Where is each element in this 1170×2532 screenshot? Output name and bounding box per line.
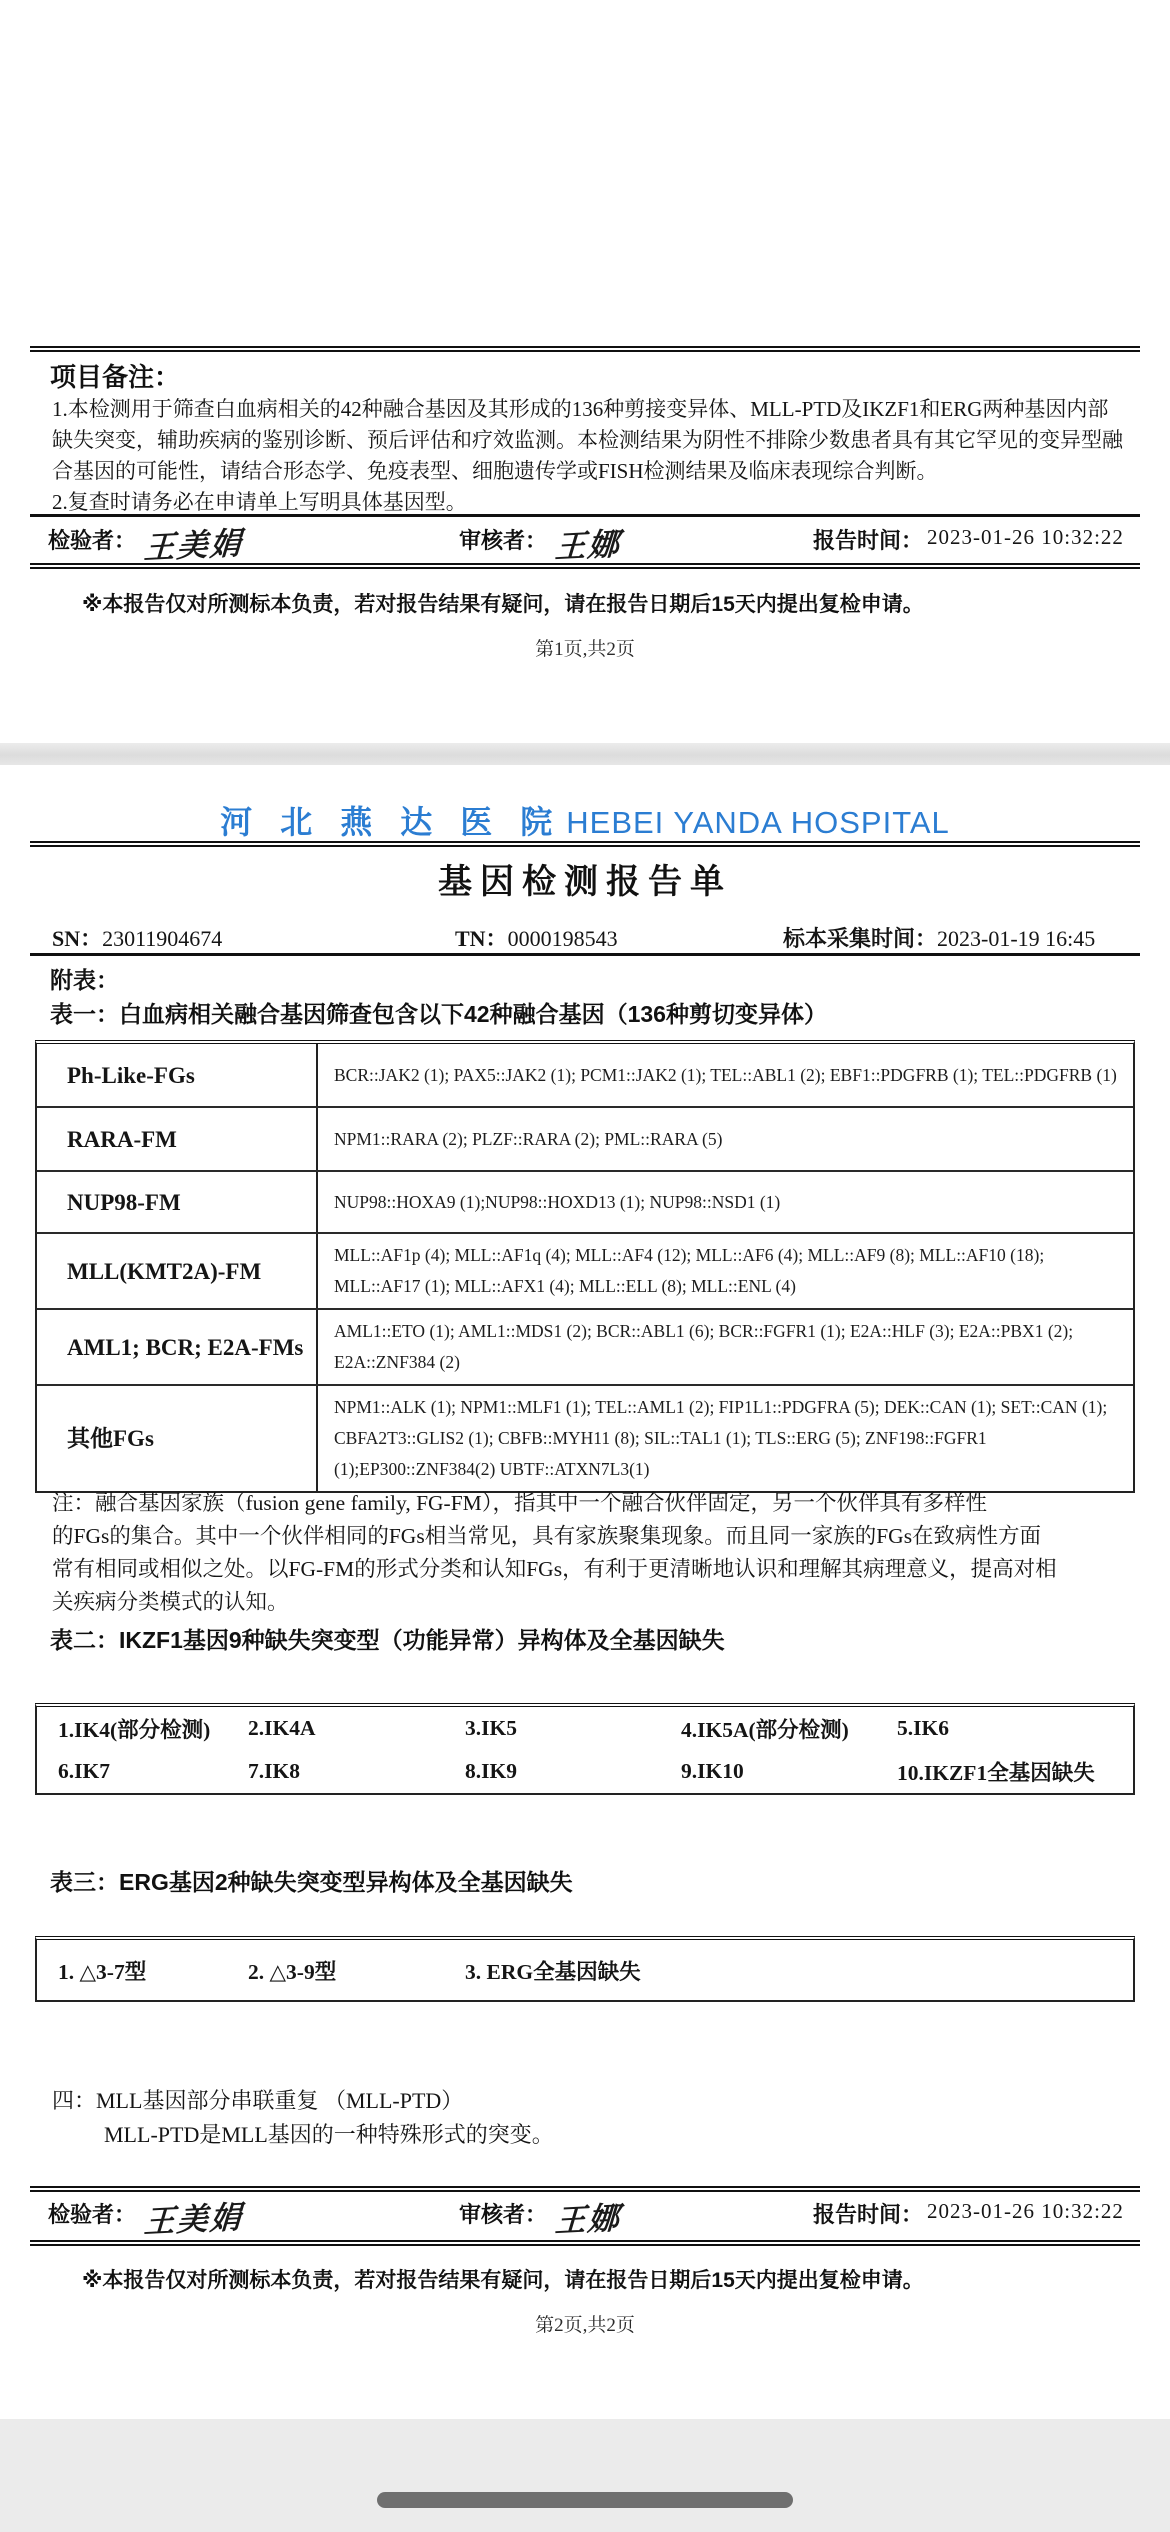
reviewer-label: 审核者： — [459, 2202, 548, 2227]
genes-cell: MLL::AF1p (4); MLL::AF1q (4); MLL::AF4 (12); MLL::AF6 (4); MLL::AF9 (8); MLL::AF10 (18); MLL::AF17 (1); MLL::AFX1 (4); MLL::ELL (8); MLL::ENL (4) — [334, 1245, 1045, 1296]
table-row — [37, 1707, 1133, 1750]
disclaimer-text: ※本报告仅对所测标本负责，若对报告结果有疑问，请在报告日期后15天内提出复检申请。 — [82, 2269, 924, 2292]
table-cell: 5.IK6 — [897, 1716, 949, 1740]
hospital-name-en: HEBEI YANDA HOSPITAL — [566, 805, 950, 840]
examiner-label: 检验者： — [48, 528, 137, 553]
table3-caption: 表三：ERG基因2种缺失突变型异构体及全基因缺失 — [50, 1869, 573, 1895]
genes-cell: NPM1::ALK (1); NPM1::MLF1 (1); TEL::AML1 (2); FIP1L1::PDGFRA (5); DEK::CAN (1); SET::CAN (1); CBFA2T3::GLIS2 (1); CBFB::MYH11 (8); SIL::TAL1 (1); TLS::ERG (5); ZNF198::FGFR1 (1);EP300::ZNF384(2) UBTF::ATXN7L3(1) — [334, 1397, 1108, 1479]
note-line: 的FGs的集合。其中一个伙伴相同的FGs相当常见，具有家族聚集现象。而且同一家族的FGs在致病性方面 — [52, 1524, 1042, 1548]
genes-cell: NPM1::RARA (2); PLZF::RARA (2); PML::RARA (5) — [334, 1128, 723, 1149]
section-top-rule — [30, 346, 1140, 352]
table-cell: 1.IK4(部分检测) — [58, 1718, 211, 1742]
appendix-label: 附表： — [50, 967, 119, 993]
note-line: 1.本检测用于筛查白血病相关的42种融合基因及其形成的136种剪接变异体、MLL-PTD及IKZF1和ERG两种基因内部 — [52, 397, 1109, 421]
ikzf1-table — [35, 1703, 1135, 1795]
examiner-signature: 王美娟 — [142, 525, 244, 567]
table-row — [37, 1044, 1133, 1106]
tn-value: 0000198543 — [507, 926, 618, 951]
table-cell: 4.IK5A(部分检测) — [681, 1718, 849, 1742]
page-number: 第1页,共2页 — [535, 639, 635, 660]
erg-table — [35, 1936, 1135, 2002]
note-line: 2.复查时请务必在申请单上写明具体基因型。 — [52, 490, 467, 514]
report-time-value: 2023-01-26 10:32:22 — [927, 525, 1124, 549]
meta-rule — [30, 953, 1140, 956]
section4-line: 四：MLL基因部分串联重复 （MLL-PTD） — [52, 2088, 464, 2113]
signature-row — [0, 524, 1170, 568]
note-line: 关疾病分类模式的认知。 — [52, 1590, 289, 1614]
page-number: 第2页,共2页 — [535, 2315, 635, 2336]
hospital-header — [0, 797, 1170, 843]
table-row — [37, 1232, 1133, 1308]
table-row — [37, 1170, 1133, 1232]
hospital-name-cn: 河 北 燕 达 医 院 — [220, 804, 563, 840]
reviewer-signature: 王娜 — [553, 526, 622, 566]
section4-line: MLL-PTD是MLL基因的一种特殊形式的突变。 — [104, 2122, 554, 2147]
table1-caption: 表一：白血病相关融合基因筛查包含以下42种融合基因（136种剪切变异体） — [50, 1001, 827, 1027]
header-rule — [30, 841, 1140, 847]
footer-bottom-rule — [30, 563, 1140, 569]
genes-cell: NUP98::HOXA9 (1);NUP98::HOXD13 (1); NUP98::NSD1 (1) — [334, 1191, 781, 1212]
report-page-1 — [0, 0, 1170, 743]
table-cell: 8.IK9 — [465, 1759, 517, 1783]
table-cell: 3.IK5 — [465, 1716, 517, 1740]
family-cell: 其他FGs — [37, 1386, 318, 1491]
family-cell: NUP98-FM — [37, 1172, 318, 1232]
collect-time-value: 2023-01-19 16:45 — [937, 926, 1096, 951]
genes-cell: AML1::ETO (1); AML1::MDS1 (2); BCR::ABL1 (6); BCR::FGFR1 (1); E2A::HLF (3); E2A::PBX1 (2); E2A::ZNF384 (2) — [334, 1321, 1074, 1372]
project-notes-body — [52, 394, 1140, 518]
table-cell: 9.IK10 — [681, 1759, 744, 1783]
family-cell: AML1; BCR; E2A-FMs — [37, 1310, 318, 1384]
genes-cell: BCR::JAK2 (1); PAX5::JAK2 (1); PCM1::JAK2 (1); TEL::ABL1 (2); EBF1::PDGFRB (1); TEL::PDGFRB (1) — [334, 1064, 1117, 1085]
signature-row — [0, 2198, 1170, 2242]
collect-time-label: 标本采集时间： — [783, 926, 938, 951]
footer-top-rule — [30, 2186, 1140, 2192]
family-cell: MLL(KMT2A)-FM — [37, 1234, 318, 1308]
note-line: 常有相同或相似之处。以FG-FM的形式分类和认知FGs，有利于更清晰地认识和理解其病理意义，提高对相 — [52, 1557, 1057, 1581]
table-row — [37, 1308, 1133, 1384]
fusion-gene-table — [35, 1040, 1135, 1493]
report-time-value: 2023-01-26 10:32:22 — [927, 2199, 1124, 2223]
note-line: 缺失突变，辅助疾病的鉴别诊断、预后评估和疗效监测。本检测结果为阴性不排除少数患者具有其它罕见的变异型融 — [52, 428, 1123, 452]
tn-label: TN： — [455, 926, 508, 951]
table-cell: 10.IKZF1全基因缺失 — [897, 1761, 1095, 1785]
table-cell: 6.IK7 — [58, 1759, 110, 1783]
disclaimer-text: ※本报告仅对所测标本负责，若对报告结果有疑问，请在报告日期后15天内提出复检申请。 — [82, 593, 924, 616]
report-page-2 — [0, 765, 1170, 2419]
reviewer-label: 审核者： — [459, 528, 548, 553]
table-cell: 2.IK4A — [248, 1716, 316, 1740]
reviewer-signature: 王娜 — [553, 2200, 622, 2240]
family-cell: RARA-FM — [37, 1108, 318, 1170]
fusion-family-note — [52, 1487, 1140, 1619]
examiner-label: 检验者： — [48, 2202, 137, 2227]
table-row — [37, 1750, 1133, 1793]
table2-caption: 表二：IKZF1基因9种缺失突变型（功能异常）异构体及全基因缺失 — [50, 1627, 725, 1653]
report-time-label: 报告时间： — [813, 2202, 924, 2227]
report-time-label: 报告时间： — [813, 528, 924, 553]
note-line: 合基因的可能性，请结合形态学、免疫表型、细胞遗传学或FISH检测结果及临床表现综合判断。 — [52, 459, 938, 483]
viewer-bottom-bar — [0, 2419, 1170, 2532]
project-notes-title: 项目备注： — [50, 362, 181, 392]
table-row — [37, 1940, 1133, 2000]
examiner-signature: 王美娟 — [142, 2199, 244, 2241]
table-row — [37, 1106, 1133, 1170]
family-cell: Ph-Like-FGs — [37, 1044, 318, 1106]
sn-label: SN： — [52, 926, 103, 951]
table-cell: 3. ERG全基因缺失 — [465, 1959, 641, 1984]
home-indicator[interactable] — [377, 2492, 793, 2508]
table-cell: 2. △3-9型 — [248, 1959, 337, 1984]
sn-value: 23011904674 — [102, 926, 223, 951]
note-line: 注：融合基因家族（fusion gene family, FG-FM），指其中一个融合伙伴固定，另一个伙伴具有多样性 — [52, 1491, 988, 1515]
table-cell: 1. △3-7型 — [58, 1959, 147, 1984]
footer-top-rule — [30, 514, 1140, 517]
table-row — [37, 1384, 1133, 1491]
page-separator — [0, 743, 1170, 765]
table-cell: 7.IK8 — [248, 1759, 300, 1783]
report-title: 基因检测报告单 — [438, 863, 732, 901]
footer-bottom-rule — [30, 2240, 1140, 2246]
